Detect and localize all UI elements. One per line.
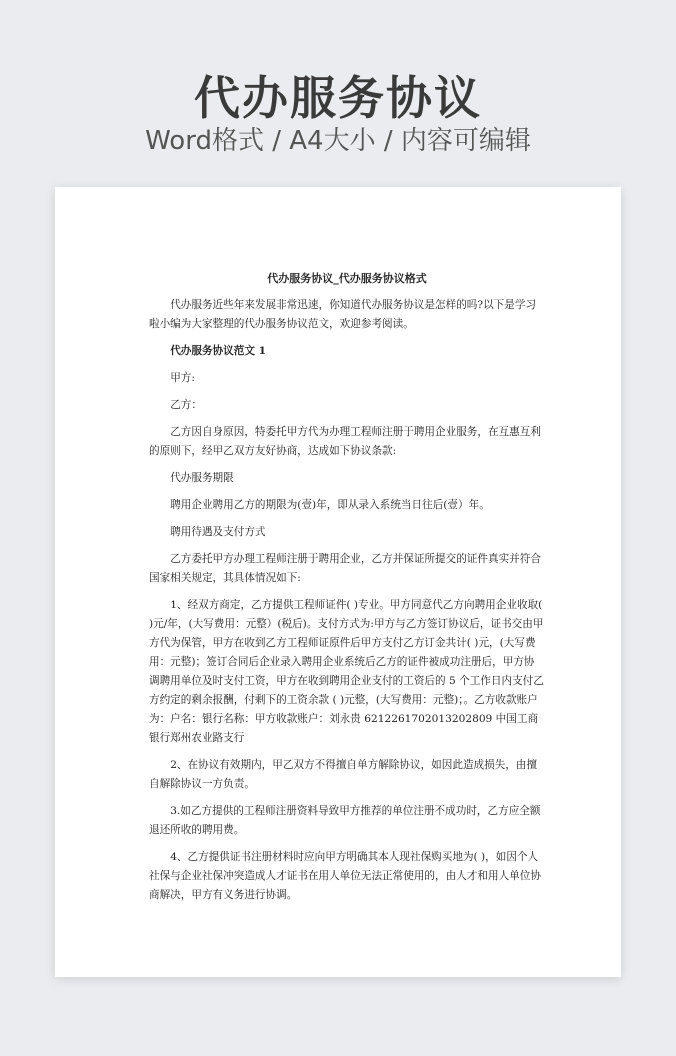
document-content: [149, 269, 545, 913]
document-title: 代办服务协议_代办服务协议格式: [267, 272, 427, 285]
banner-title: 代办服务协议: [194, 71, 482, 125]
paragraph: 代办服务近些年来发展非常迅速，你知道代办服务协议是怎样的吗?以下是学习啦小编为大家整理的代办服务协议范文，欢迎参考阅读。: [149, 299, 537, 330]
paragraph: 乙方：: [170, 399, 202, 411]
paragraph: 聘用企业聘用乙方的期限为(壹)年，即从录入系统当日往后(壹）年。: [170, 499, 490, 511]
paragraph: 代办服务期限: [170, 472, 234, 484]
paragraph: 甲方:: [170, 372, 195, 384]
document-page: [55, 187, 621, 977]
paragraph: 1、经双方商定，乙方提供工程师证件( )专业。甲方同意代乙方向聘用企业收取( )元/年，(大写费用：元整）(税后)。支付方式为:甲方与乙方签订协议后，证书交由甲方代为保管，甲方在收到乙方工程师证原件后甲方支付乙方订金共计( )元，(大写费用：元整)；签订合同后企业录入聘用企业系统后乙方的证件被成功注册后，甲方协调聘用单位及时支付工资，甲方在收到聘用企业支付的工资后的 5 个工作日内支付乙方约定的剩余报酬，付剩下的工资余款 ( )元整，(大写费用：元整)；。乙方收款账户为：户名：银行名称：甲方收款账户：刘永贵 6212261702013202809 中国工商银行郑州农业路支行: [149, 599, 544, 744]
document-body: [149, 296, 545, 905]
paragraph: 2、在协议有效期内，甲乙双方不得擅自单方解除协议，如因此造成损失，由擅自解除协议一方负责。: [149, 759, 538, 790]
section-heading: 代办服务协议范文 1: [170, 345, 266, 357]
paragraph: 聘用待遇及支付方式: [170, 526, 266, 538]
paragraph: 3.如乙方提供的工程师注册资料导致甲方推荐的单位注册不成功时，乙方应全额退还所收的聘用费。: [149, 805, 541, 836]
banner-subtitle: Word格式 / A4大小 / 内容可编辑: [145, 126, 531, 156]
paragraph: 乙方委托甲方办理工程师注册于聘用企业，乙方并保证所提交的证件真实并符合国家相关规定，其具体情况如下:: [149, 553, 541, 584]
paragraph: 乙方因自身原因，特委托甲方代为办理工程师注册于聘用企业服务，在互惠互利的原则下，经甲乙双方友好协商，达成如下协议条款:: [149, 426, 541, 457]
paragraph: 4、乙方提供证书注册材料时应向甲方明确其本人现社保购买地为( )，如因个人社保与企业社保冲突造成人才证书在用人单位无法正常使用的，由人才和用人单位协商解决，甲方有义务进行协调。: [149, 851, 541, 901]
